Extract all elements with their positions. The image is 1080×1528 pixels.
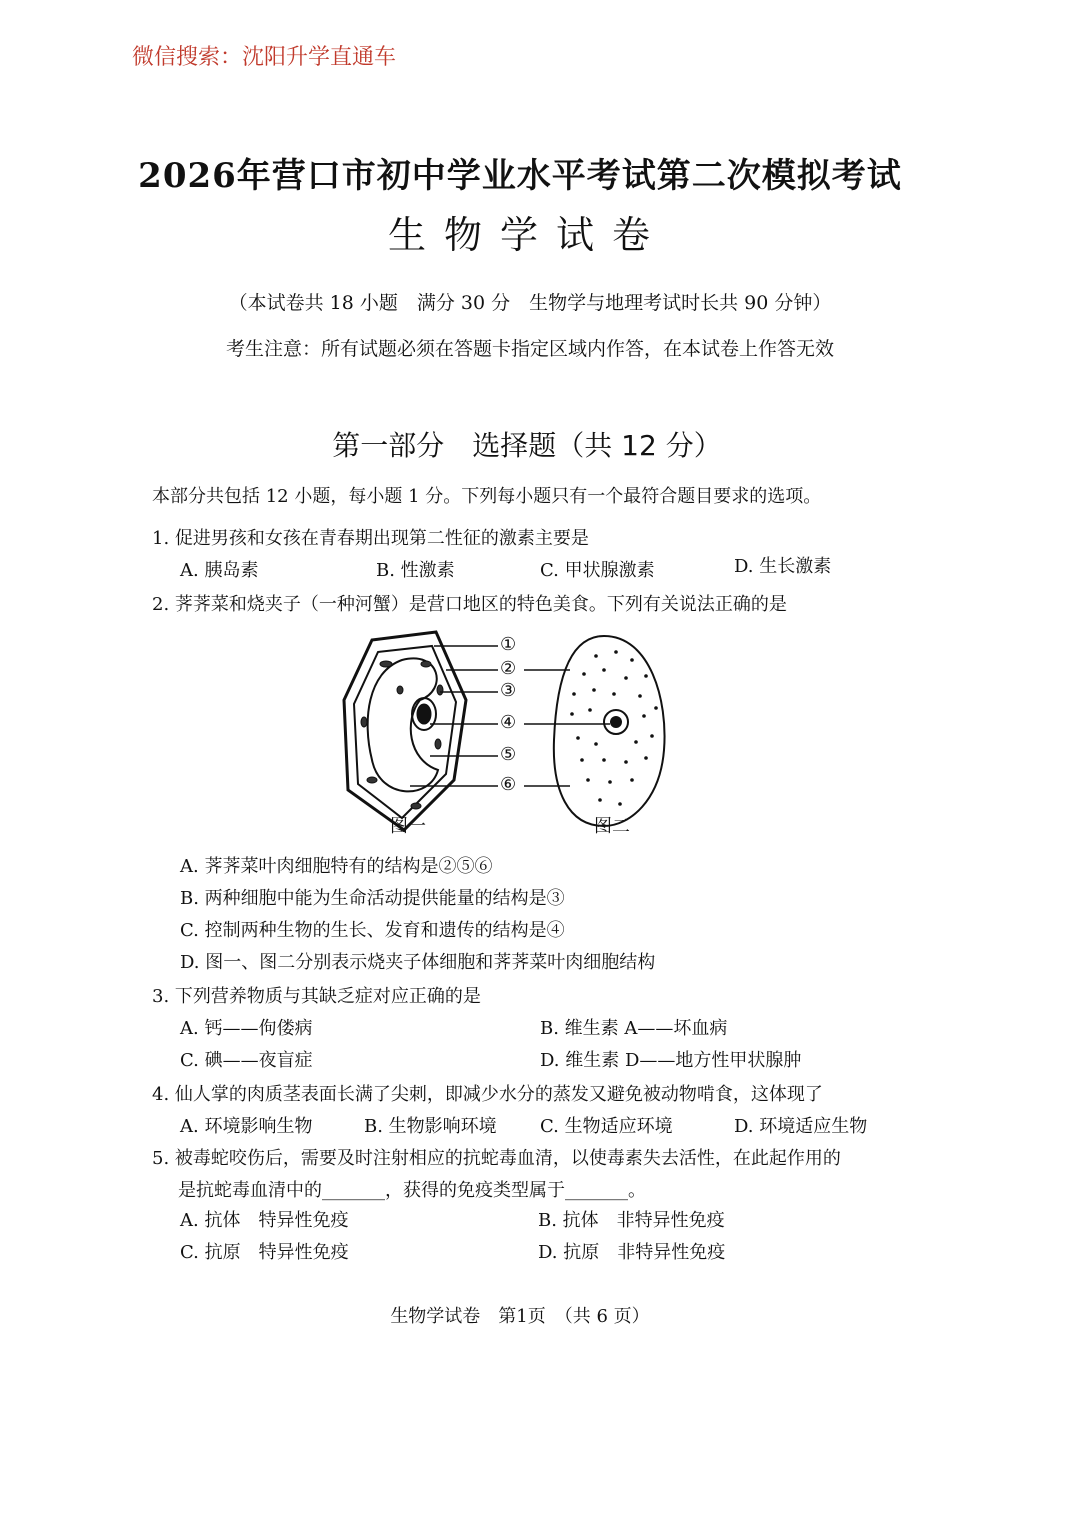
question-4-option-b: B. 生物影响环境 — [364, 1116, 497, 1137]
exam-notice: 考生注意：所有试题必须在答题卡指定区域内作答，在本试卷上作答无效 — [225, 338, 834, 360]
question-1-stem: 1. 促进男孩和女孩在青春期出现第二性征的激素主要是 — [152, 528, 589, 549]
figure-label-2: ② — [500, 658, 517, 679]
question-3-option-d: D. 维生素 D——地方性甲状腺肿 — [540, 1050, 802, 1071]
figure-caption-2: 图二 — [594, 816, 630, 837]
question-5-option-a: A. 抗体 特异性免疫 — [180, 1210, 349, 1231]
question-2-option-b: B. 两种细胞中能为生命活动提供能量的结构是③ — [180, 888, 565, 909]
question-2-option-c: C. 控制两种生物的生长、发育和遗传的结构是④ — [180, 920, 565, 941]
question-3-option-b: B. 维生素 A——坏血病 — [540, 1018, 728, 1039]
question-2-option-d: D. 图一、图二分别表示烧夹子体细胞和荠荠菜叶肉细胞结构 — [180, 952, 656, 973]
question-1-option-d: D. 生长激素 — [734, 556, 832, 577]
section-intro: 本部分共包括 12 小题，每小题 1 分。下列每小题只有一个最符合题目要求的选项。 — [152, 486, 822, 507]
section-title: 第一部分 选择题（共 12 分） — [332, 429, 722, 462]
question-5-option-c: C. 抗原 特异性免疫 — [180, 1242, 349, 1263]
figure-label-4: ④ — [500, 712, 517, 733]
question-5-option-b: B. 抗体 非特异性免疫 — [538, 1210, 725, 1231]
question-4-option-d: D. 环境适应生物 — [734, 1116, 868, 1137]
subject-title: 生物学试卷 — [387, 213, 668, 257]
page-footer: 生物学试卷 第1页 （共 6 页） — [390, 1306, 650, 1327]
question-1-option-a: A. 胰岛素 — [180, 560, 259, 581]
plant-cell-figure — [344, 632, 466, 830]
question-1-option-c: C. 甲状腺激素 — [540, 560, 655, 581]
figure-label-5: ⑤ — [500, 744, 517, 765]
question-3-option-c: C. 碘——夜盲症 — [180, 1050, 313, 1071]
figure-label-3: ③ — [500, 680, 517, 701]
question-4-option-c: C. 生物适应环境 — [540, 1116, 673, 1137]
question-5-option-d: D. 抗原 非特异性免疫 — [538, 1242, 726, 1263]
figure-label-6: ⑥ — [500, 774, 517, 795]
figure-label-1: ① — [500, 634, 517, 655]
exam-info: （本试卷共 18 小题 满分 30 分 生物学与地理考试时长共 90 分钟） — [228, 292, 832, 314]
question-2-stem: 2. 荠荠菜和烧夹子（一种河蟹）是营口地区的特色美食。下列有关说法正确的是 — [152, 594, 787, 615]
animal-cell-figure — [554, 636, 665, 826]
question-3-stem: 3. 下列营养物质与其缺乏症对应正确的是 — [152, 986, 481, 1007]
question-4-stem: 4. 仙人掌的肉质茎表面长满了尖刺，即减少水分的蒸发又避免被动物啃食，这体现了 — [152, 1084, 823, 1105]
exam-title: 2026年营口市初中学业水平考试第二次模拟考试 — [138, 156, 902, 196]
question-2-option-a: A. 荠荠菜叶肉细胞特有的结构是②⑤⑥ — [180, 856, 493, 877]
cell-wall-outer — [344, 632, 466, 830]
vacuole — [368, 658, 438, 791]
watermark: 微信搜索：沈阳升学直通车 — [132, 45, 397, 70]
question-5-stem: 5. 被毒蛇咬伤后，需要及时注射相应的抗蛇毒血清，以使毒素失去活性，在此起作用的 — [152, 1148, 841, 1169]
figure-caption-1: 图一 — [390, 816, 426, 837]
question-4-option-a: A. 环境影响生物 — [180, 1116, 313, 1137]
cytoplasm-dots — [570, 650, 658, 806]
question-5-stem-line2: 是抗蛇毒血清中的_______，获得的免疫类型属于_______。 — [178, 1180, 646, 1201]
question-1-option-b: B. 性激素 — [376, 560, 455, 581]
question-3-option-a: A. 钙——佝偻病 — [180, 1018, 313, 1039]
